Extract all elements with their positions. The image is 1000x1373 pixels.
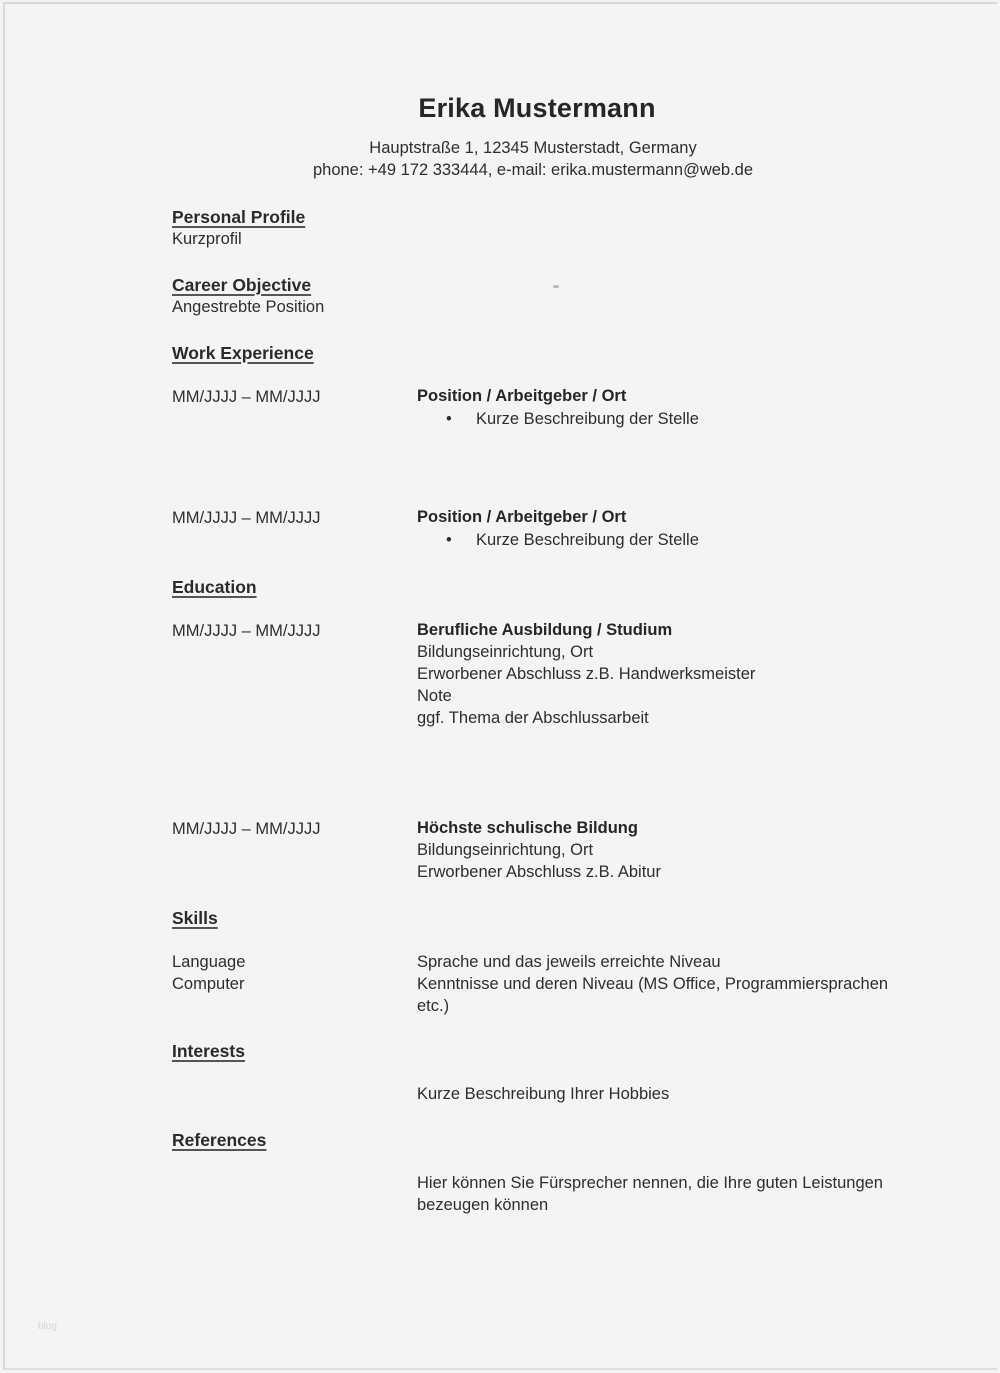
education-entry-2-degree: Erworbener Abschluss z.B. Abitur [417, 863, 661, 881]
education-entry-1-grade: Note [417, 687, 452, 705]
education-entry-2-dates: MM/JJJJ – MM/JJJJ [172, 820, 321, 838]
references-text-line-1: Hier können Sie Fürsprecher nennen, die Ihre guten Leistungen [417, 1174, 883, 1192]
scanned-page [3, 2, 997, 1370]
heading-references: References [172, 1130, 267, 1150]
watermark: blog [38, 1321, 57, 1332]
skill-computer-value: Kenntnisse und deren Niveau (MS Office, Programmiersprachen [417, 975, 889, 993]
references-text-line-2: bezeugen können [417, 1196, 549, 1214]
heading-skills: Skills [172, 908, 218, 928]
career-objective-text: Angestrebte Position [172, 298, 325, 316]
work-entry-1-bullet [446, 410, 699, 429]
education-entry-2-institution: Bildungseinrichtung, Ort [417, 841, 594, 859]
education-entry-1-dates: MM/JJJJ – MM/JJJJ [172, 622, 321, 640]
skill-computer-value-cont: etc.) [417, 997, 450, 1015]
work-entry-1-dates: MM/JJJJ – MM/JJJJ [172, 388, 321, 406]
heading-interests: Interests [172, 1041, 245, 1061]
personal-profile-text: Kurzprofil [172, 230, 242, 248]
work-entry-2-dates: MM/JJJJ – MM/JJJJ [172, 509, 321, 527]
skill-computer-label: Computer [172, 975, 245, 993]
heading-personal-profile: Personal Profile [172, 207, 306, 227]
heading-work-experience: Work Experience [172, 343, 314, 363]
heading-career-objective: Career Objective [172, 275, 312, 295]
work-entry-2-description: Kurze Beschreibung der Stelle [476, 531, 699, 549]
education-entry-2-title: Höchste schulische Bildung [417, 819, 638, 837]
work-entry-1-description: Kurze Beschreibung der Stelle [476, 410, 699, 428]
scan-speck [553, 285, 559, 288]
skill-language-value: Sprache und das jeweils erreichte Niveau [417, 953, 721, 971]
applicant-address: Hauptstraße 1, 12345 Musterstadt, Germany [369, 139, 697, 157]
work-entry-2-bullet [446, 531, 699, 550]
applicant-name: Erika Mustermann [418, 93, 656, 123]
education-entry-1-thesis: ggf. Thema der Abschlussarbeit [417, 709, 649, 727]
heading-education: Education [172, 577, 257, 597]
work-entry-2-title: Position / Arbeitgeber / Ort [417, 508, 627, 526]
education-entry-1-institution: Bildungseinrichtung, Ort [417, 643, 594, 661]
education-entry-1-degree: Erworbener Abschluss z.B. Handwerksmeister [417, 665, 756, 683]
work-entry-1-title: Position / Arbeitgeber / Ort [417, 387, 627, 405]
applicant-contact: phone: +49 172 333444, e-mail: erika.mustermann@web.de [312, 161, 754, 179]
skill-language-label: Language [172, 953, 246, 971]
bullet-icon: • [446, 531, 452, 549]
bullet-icon: • [446, 410, 452, 428]
education-entry-1-title: Berufliche Ausbildung / Studium [417, 621, 673, 639]
interests-text: Kurze Beschreibung Ihrer Hobbies [417, 1085, 670, 1103]
